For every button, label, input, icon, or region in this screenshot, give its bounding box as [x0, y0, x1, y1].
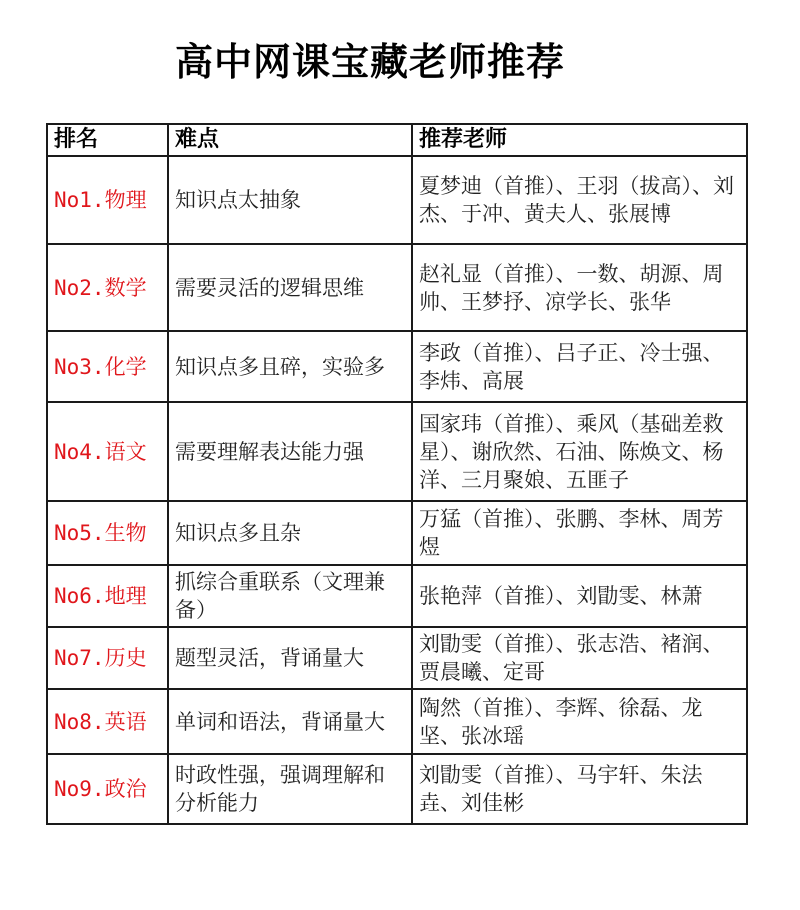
table-row — [47, 627, 747, 689]
page-title: 高中网课宝藏老师推荐 — [174, 40, 565, 84]
teachers-cell: 夏梦迪（首推）、王羽（拔高）、刘杰、于冲、黄夫人、张展博 — [412, 156, 747, 244]
header-teachers: 推荐老师 — [412, 124, 747, 156]
table-row — [47, 689, 747, 754]
teachers-cell: 刘勖雯（首推）、张志浩、褚润、贾晨曦、定哥 — [412, 627, 747, 689]
difficulty-cell: 需要灵活的逻辑思维 — [168, 244, 412, 331]
table-row — [47, 565, 747, 627]
difficulty-cell: 时政性强，强调理解和分析能力 — [168, 754, 412, 824]
difficulty-cell: 知识点太抽象 — [168, 156, 412, 244]
subject-rank: No2.数学 — [47, 244, 168, 331]
teachers-cell: 万猛（首推）、张鹏、李林、周芳煜 — [412, 501, 747, 565]
table-row — [47, 244, 747, 331]
teachers-cell: 赵礼显（首推）、一数、胡源、周帅、王梦抒、凉学长、张华 — [412, 244, 747, 331]
teachers-cell: 张艳萍（首推）、刘勖雯、林萧 — [412, 565, 747, 627]
subject-rank: No3.化学 — [47, 331, 168, 402]
teachers-cell: 李政（首推）、吕子正、冷士强、李炜、高展 — [412, 331, 747, 402]
difficulty-cell: 题型灵活，背诵量大 — [168, 627, 412, 689]
table-row — [47, 501, 747, 565]
recommendation-table — [46, 123, 748, 825]
subject-rank: No4.语文 — [47, 402, 168, 501]
table-row — [47, 331, 747, 402]
table-row — [47, 754, 747, 824]
teachers-cell: 国家玮（首推）、乘风（基础差救星）、谢欣然、石油、陈焕文、杨洋、三月聚娘、五匪子 — [412, 402, 747, 501]
subject-rank: No7.历史 — [47, 627, 168, 689]
subject-rank: No8.英语 — [47, 689, 168, 754]
table-row — [47, 156, 747, 244]
subject-rank: No1.物理 — [47, 156, 168, 244]
difficulty-cell: 知识点多且杂 — [168, 501, 412, 565]
subject-rank: No9.政治 — [47, 754, 168, 824]
header-rank: 排名 — [47, 124, 168, 156]
difficulty-cell: 知识点多且碎，实验多 — [168, 331, 412, 402]
table-row — [47, 402, 747, 501]
difficulty-cell: 需要理解表达能力强 — [168, 402, 412, 501]
subject-rank: No6.地理 — [47, 565, 168, 627]
header-difficulty: 难点 — [168, 124, 412, 156]
table-header-row — [47, 124, 747, 156]
difficulty-cell: 单词和语法，背诵量大 — [168, 689, 412, 754]
teachers-cell: 陶然（首推）、李辉、徐磊、龙坚、张冰瑶 — [412, 689, 747, 754]
difficulty-cell: 抓综合重联系（文理兼备） — [168, 565, 412, 627]
teachers-cell: 刘勖雯（首推）、马宇轩、朱法垚、刘佳彬 — [412, 754, 747, 824]
subject-rank: No5.生物 — [47, 501, 168, 565]
